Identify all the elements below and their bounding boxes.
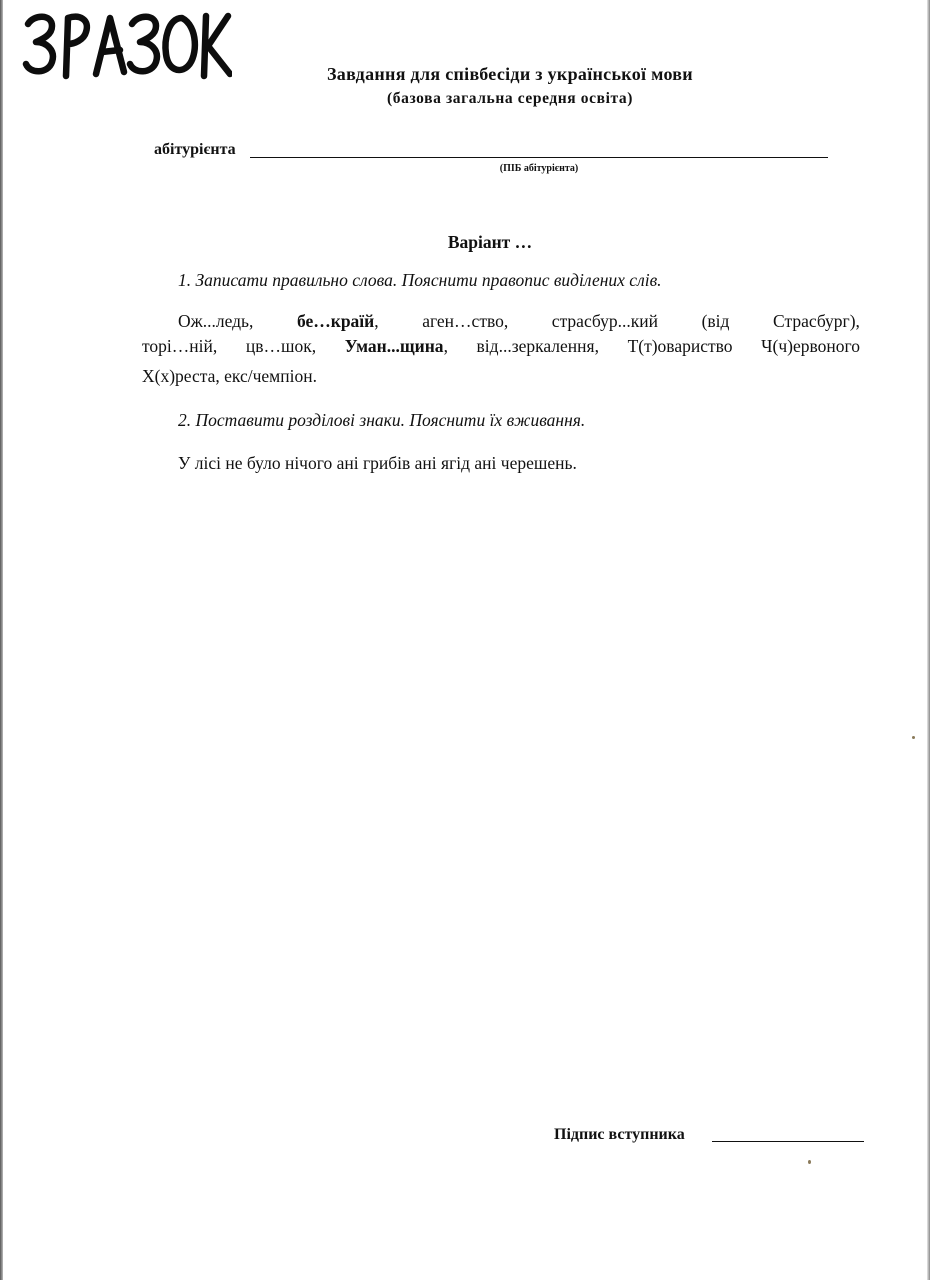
task-1-bold-word: Уман...щина (344, 336, 444, 356)
task-1-line-1 (178, 306, 860, 336)
task-2-title: 2. Поставити розділові знаки. Пояснити їх вживання. (178, 410, 586, 430)
document-title: Завдання для співбесіди з української мови (327, 64, 693, 84)
applicant-name-caption: (ПІБ абітурієнта) (499, 163, 579, 174)
scan-speck (912, 736, 915, 739)
task-2-sentence: У лісі не було нічого ані грибів ані ягід ані черешень. (178, 453, 577, 473)
scan-speck (808, 1160, 811, 1164)
task-1-word: цв…шок, (245, 336, 317, 356)
signature-label: Підпис вступника (554, 1126, 685, 1143)
task-1-word: торі…ній, (142, 336, 218, 356)
task-1-line-2 (142, 336, 860, 357)
task-1-line-3: Х(х)реста, екс/чемпіон. (142, 366, 317, 386)
task-1-word: Т(т)овариство (627, 336, 733, 356)
applicant-name-line (250, 157, 828, 158)
scan-edge-left (0, 0, 3, 1280)
task-1-word: страсбур...кий (551, 311, 659, 331)
task-1-word: Ч(ч)ервоного (761, 336, 860, 356)
task-1-word: (від (701, 311, 730, 331)
task-1-word: від...зеркалення, (476, 336, 599, 356)
task-1-word: Страсбург), (773, 311, 860, 331)
applicant-label: абітурієнта (154, 141, 236, 158)
task-1-bold-word: бе…країй (296, 311, 375, 331)
task-1-title: 1. Записати правильно слова. Пояснити правопис виділених слів. (178, 270, 662, 290)
task-1-word: Ож...ледь, (178, 311, 254, 331)
document-subtitle: (базова загальна середня освіта) (386, 90, 633, 107)
task-1-word: аген…ство, (422, 311, 509, 331)
task-1-word-highlighted (345, 336, 448, 357)
variant-heading: Варіант … (447, 232, 533, 252)
task-1-comma: , (374, 311, 379, 331)
task-1-word-highlighted (297, 306, 379, 336)
task-1-body (178, 306, 860, 336)
task-1-comma: , (443, 336, 448, 356)
signature-line (712, 1141, 864, 1142)
